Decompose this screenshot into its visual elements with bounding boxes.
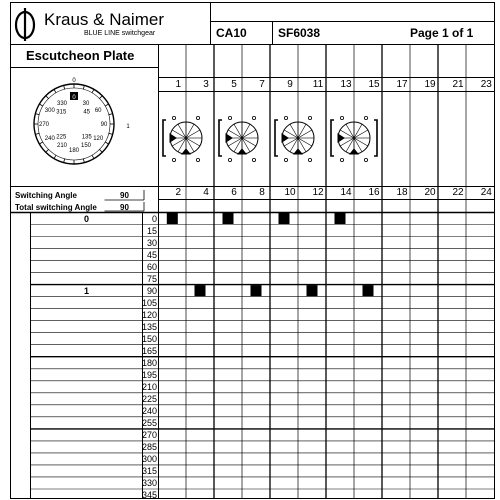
position-angle: 30 [146,238,157,249]
brand-tagline: BLUE LINE switchgear [84,30,156,37]
switching-angle-value: 90 [120,191,129,200]
terminal-top-label: 11 [312,79,324,90]
position-angle: 120 [142,310,158,321]
position-angle: 60 [146,262,157,273]
contact-closed-mark [195,285,206,296]
terminal-top-label: 23 [480,79,492,90]
terminal-bottom-label: 10 [284,187,296,198]
terminal-bottom-label: 4 [203,187,209,198]
terminal-bottom-label: 6 [231,187,237,198]
dial-angle-label: 150 [80,142,92,149]
dial-angle-label: 300 [44,108,55,114]
position-name: 1 [84,286,90,297]
dial-angle-label: 330 [56,101,68,108]
switching-angle-label: Switching Angle [15,191,77,200]
terminal-bottom-label: 22 [452,187,464,198]
terminal-bottom-label: 18 [396,187,408,198]
position-angle: 180 [142,358,158,369]
position-angle: 15 [146,226,157,237]
dial-pointer-label: 0 [72,95,76,101]
terminal-top-label: 19 [424,79,436,90]
terminal-top-label: 3 [203,79,209,90]
terminal-bottom-label: 20 [424,187,436,198]
terminal-bottom-label: 8 [259,187,265,198]
position-name: 0 [84,214,90,224]
dial-angle-label: 135 [81,134,92,141]
total-angle-label: Total switching Angle [15,203,97,212]
position-angle: 330 [142,478,158,489]
position-angle: 210 [142,382,158,393]
terminal-top-label: 17 [396,79,408,90]
contact-closed-mark [279,213,290,224]
contact-symbol-icon [219,116,258,161]
position-angle: 105 [142,298,158,309]
position-angle: 225 [142,394,158,405]
position-angle: 315 [142,466,158,477]
brand-name: Kraus & Naimer [44,10,164,29]
dial-angle-label: 180 [68,148,80,154]
terminal-bottom-label: 14 [340,187,352,198]
series-code: CA10 [216,26,247,40]
terminal-top-label: 1 [175,79,182,90]
dial-angle-label: 45 [83,109,91,116]
escutcheon-dial [18,72,158,184]
position-angle: 165 [142,346,158,357]
switch-code: SF6038 [278,26,321,40]
contact-closed-mark [223,213,234,224]
position-angle: 285 [142,442,158,453]
section-title: Escutcheon Plate [26,48,135,63]
dial-angle-label: 90 [100,122,108,128]
total-angle-value: 90 [120,203,129,212]
dial-angle-label: 210 [56,142,68,149]
terminal-top-label: 15 [368,79,380,90]
position-angle: 135 [142,322,158,333]
contact-closed-mark [307,285,318,296]
dial-angle-label: 120 [93,136,104,142]
angle-boxes [104,189,154,213]
contact-symbol-icon [331,116,377,161]
dial-angle-label: 240 [44,136,55,142]
contact-diagrams [158,91,494,186]
contact-symbol-icon [275,116,314,161]
terminal-bottom-label: 24 [480,187,492,198]
position-angle: 150 [142,334,158,345]
terminal-top-label: 21 [452,79,464,90]
dial-right-label: 1 [126,124,130,130]
position-angle: 300 [142,454,158,465]
dial-angle-label: 225 [56,134,67,141]
terminal-top-label: 7 [259,79,265,90]
dial-angle-label: 270 [38,122,50,128]
contact-symbol-icon [163,116,202,161]
terminal-bottom-label: 2 [175,187,182,198]
position-angle: 240 [142,406,158,417]
terminal-top-label: 13 [340,79,352,90]
page-indicator: Page 1 of 1 [410,26,474,40]
dial-angle-label: 315 [56,109,67,116]
dial-angle-label: 60 [94,108,102,114]
terminal-top-label: 9 [287,79,293,90]
position-angle: 0 [151,214,157,224]
position-angle: 90 [146,286,157,297]
position-angle: 45 [146,250,157,261]
contact-closed-mark [363,285,374,296]
position-angle: 270 [142,430,158,441]
dial-top-label: 0 [72,78,76,84]
terminal-bottom-label: 12 [312,187,324,198]
contact-closed-mark [251,285,262,296]
position-angle: 255 [142,418,158,429]
dial-angle-label: 30 [82,101,90,108]
terminal-bottom-label: 16 [368,187,380,198]
contact-closed-mark [335,213,346,224]
terminal-top-label: 5 [231,79,237,90]
position-angle: 345 [142,490,158,500]
position-angle: 75 [146,274,157,285]
contact-closed-mark [167,213,178,224]
position-angle: 195 [142,370,158,381]
